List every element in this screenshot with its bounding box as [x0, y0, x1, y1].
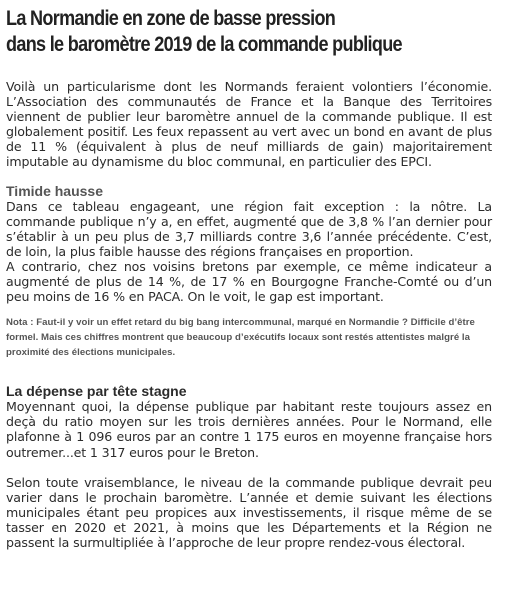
- section-heading-depense: La dépense par tête stagne: [6, 383, 187, 400]
- article-title: [6, 6, 492, 58]
- article-title-line-2: dans le baromètre 2019 de la commande publique: [6, 33, 402, 56]
- section-heading-timide-hausse: Timide hausse: [6, 182, 104, 199]
- section2-paragraph-2: Selon toute vraisemblance, le niveau de la commande publique devrait peu varier dans le prochain baromètre. L’année et demie suivant les élections municipales étant peu propices aux investissements, il risque même de se tasser en 2020 et 2021, à moins que les Départements et la Région ne passent la surmultipliée à l’approche de leur propre rendez-vous électoral.: [6, 474, 492, 550]
- editor-note: Nota : Faut-il y voir un effet retard du big bang intercommunal, marqué en Normandie ? Difficile d’être formel. Mais ces chiffres montrent que beaucoup d’exécutifs locaux sont restés attentistes malgré la proximité des élections municipales.: [6, 317, 475, 359]
- article-title-line-1: La Normandie en zone de basse pression: [6, 7, 336, 30]
- article: [6, 6, 492, 550]
- section2-paragraph-1: Moyennant quoi, la dépense publique par habitant reste toujours assez en deçà du ratio moyen sur les trois dernières années. Pour le Normand, elle plafonne à 1 096 euros par an contre 1 175 euros en moyenne française hors outremer...et 1 317 euros pour le Breton.: [6, 399, 492, 460]
- intro-paragraph: Voilà un particularisme dont les Normands feraient volontiers l’économie. L’Association des communautés de France et la Banque des Territoires viennent de publier leur baromètre annuel de la commande publique. Il est globalement positif. Les feux repassent au vert avec un bond en avant de plus de 11 % (équivalent à plus de neuf milliards de gain) majoritairement imputable au dynamisme du bloc communal, en particulier des EPCI.: [6, 79, 492, 170]
- section1-paragraph-2: A contrario, chez nos voisins bretons par exemple, ce même indicateur a augmenté de plus de 14 %, de 17 % en Bourgogne Franche-Comté ou d’un peu moins de 16 % en PACA. On le voit, le gap est important.: [6, 258, 492, 305]
- section1-paragraph-1: Dans ce tableau engageant, une région fait exception : la nôtre. La commande publique n’y a, en effet, augmenté que de 3,8 % l’an dernier pour s’établir à un peu plus de 3,7 milliards contre 3,6 l’année précédente. C’est, de loin, la plus faible hausse des régions françaises en proportion.: [6, 198, 492, 259]
